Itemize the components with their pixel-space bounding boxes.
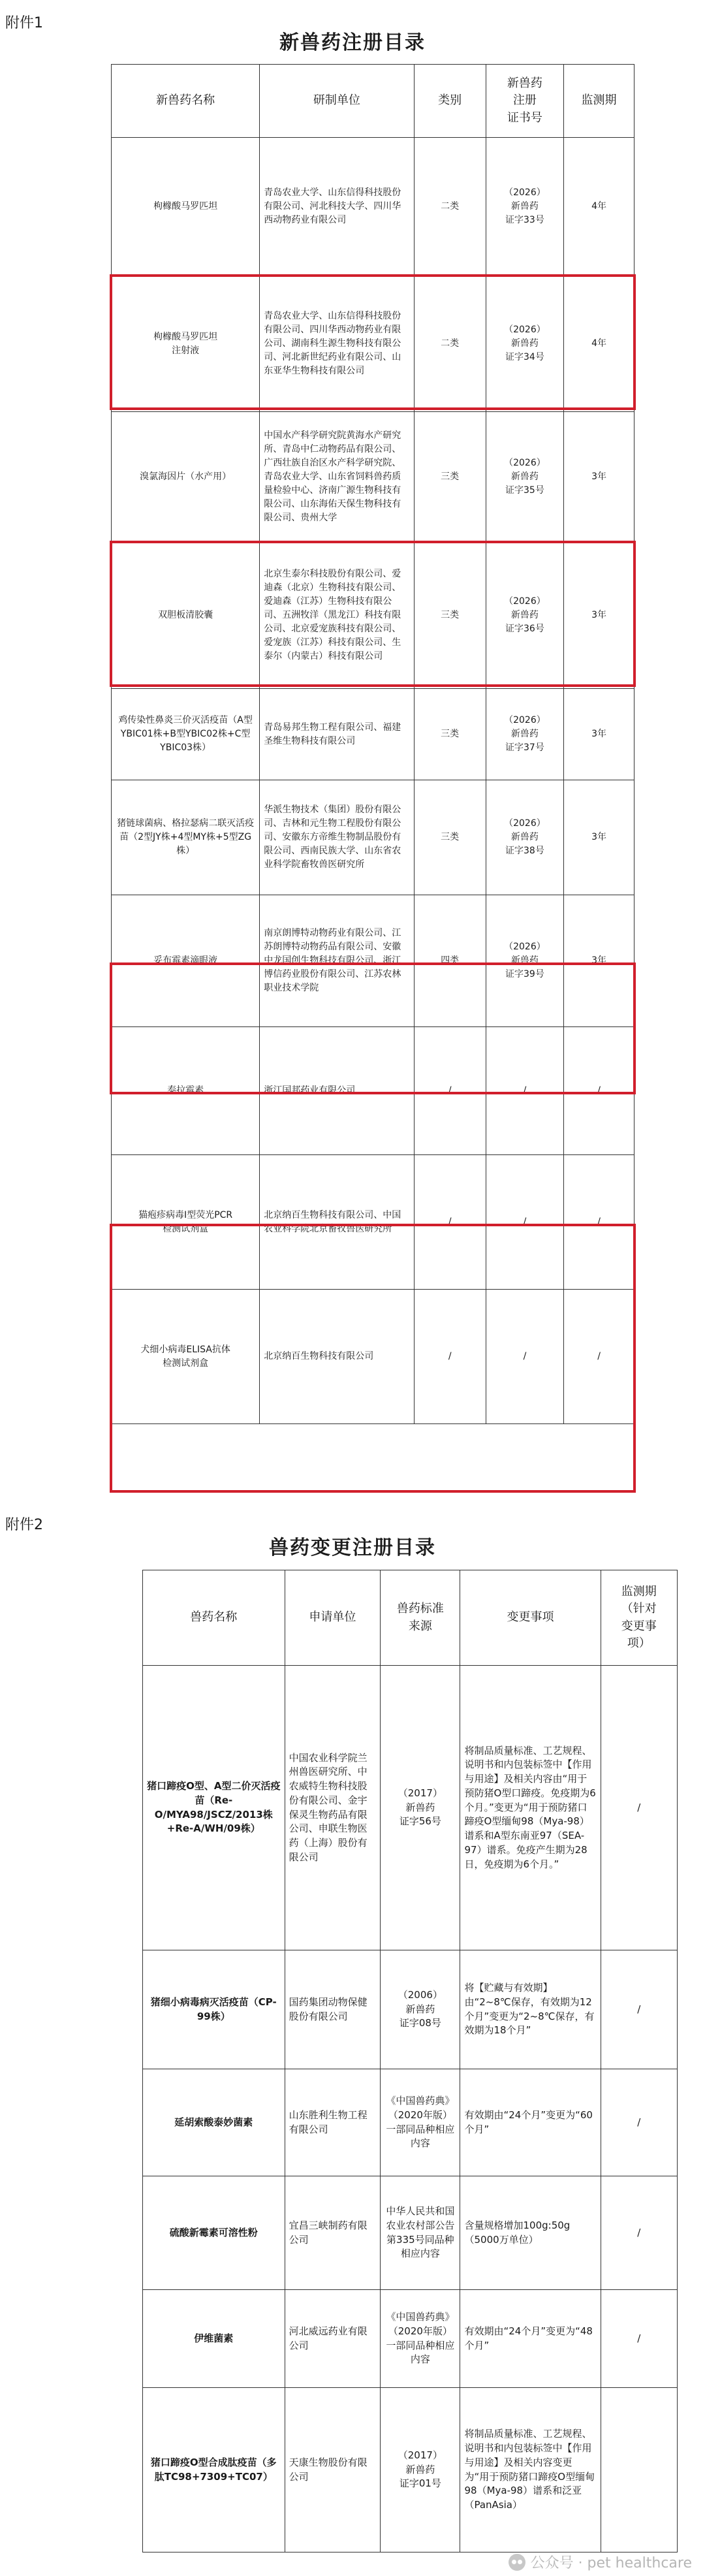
category-cell: 三类 [414, 689, 486, 780]
watermark-text: 公众号 · pet healthcare [530, 2555, 692, 2571]
drug-name-cell: 鸡传染性鼻炎三价灭活疫苗（A型YBIC01株+B型YBIC02株+C型YBIC03株） [112, 689, 260, 780]
applicant-cell: 天康生物股份有限公司 [285, 2388, 381, 2552]
drug-name-cell: 猪口蹄疫O型合成肽疫苗（多肽TC98+7309+TC07） [143, 2388, 285, 2552]
table-row [143, 2388, 678, 2552]
standard-source-cell: 《中国兽药典》（2020年版）一部同品种相应内容 [381, 2069, 460, 2176]
drug-name-cell: 枸橼酸马罗匹坦 [112, 138, 260, 276]
annex1-label: 附件1 [5, 15, 43, 31]
table-row [112, 543, 634, 689]
header-certificate: 新兽药 注册 证书号 [486, 65, 563, 138]
drug-change-registration-table [142, 1570, 678, 2552]
developer-cell: 北京纳百生物科技有限公司、中国农业科学院北京畜牧兽医研究所 [260, 1155, 414, 1290]
drug-name-cell: 双胆板清胶囊 [112, 543, 260, 689]
certificate-cell: （2026） 新兽药 证字38号 [486, 780, 563, 895]
drug-name-cell: 硫酸新霉素可溶性粉 [143, 2176, 285, 2290]
monitoring-period-cell: / [601, 1666, 677, 1950]
table-row [143, 2069, 678, 2176]
category-cell: 四类 [414, 895, 486, 1027]
monitoring-period-cell: 4年 [564, 276, 634, 412]
standard-source-cell: 《中国兽药典》（2020年版）一部同品种相应内容 [381, 2290, 460, 2388]
developer-cell: 青岛农业大学、山东信得科技股份有限公司、河北科技大学、四川华西动物药业有限公司 [260, 138, 414, 276]
certificate-cell: / [486, 1155, 563, 1290]
header-standard-source: 兽药标准 来源 [381, 1570, 460, 1666]
certificate-cell: （2026） 新兽药 证字39号 [486, 895, 563, 1027]
change-item-cell: 将制品质量标准、工艺规程、说明书和内包装标签中【作用与用途】及相关内容变更为“用于预防猪口蹄疫O型缅甸98（Mya-98）谱系和泛亚（PanAsia） [460, 2388, 601, 2552]
header-applicant: 申请单位 [285, 1570, 381, 1666]
standard-source-cell: （2006） 新兽药 证字08号 [381, 1950, 460, 2069]
certificate-cell: / [486, 1027, 563, 1155]
drug-name-cell: 猪口蹄疫O型、A型二价灭活疫苗（Re-O/MYA98/JSCZ/2013株+Re-A/WH/09株） [143, 1666, 285, 1950]
monitoring-period-cell: 3年 [564, 895, 634, 1027]
table-row [112, 1155, 634, 1290]
header-drug-name: 兽药名称 [143, 1570, 285, 1666]
standard-source-cell: （2017） 新兽药 证字01号 [381, 2388, 460, 2552]
monitoring-period-cell: / [601, 2290, 677, 2388]
monitoring-period-cell: 3年 [564, 689, 634, 780]
change-item-cell: 含量规格增加100g:50g（5000万单位） [460, 2176, 601, 2290]
header-drug-name: 新兽药名称 [112, 65, 260, 138]
table-row [143, 1666, 678, 1950]
certificate-cell: （2026） 新兽药 证字34号 [486, 276, 563, 412]
new-drug-registration-table [111, 64, 634, 1424]
monitoring-period-cell: 3年 [564, 543, 634, 689]
applicant-cell: 中国农业科学院兰州兽医研究所、中农威特生物科技股份有限公司、金宇保灵生物药品有限公司、申联生物医药（上海）股份有限公司 [285, 1666, 381, 1950]
category-cell: / [414, 1155, 486, 1290]
developer-cell: 浙江国邦药业有限公司 [260, 1027, 414, 1155]
table-row [112, 276, 634, 412]
applicant-cell: 河北威远药业有限公司 [285, 2290, 381, 2388]
category-cell: / [414, 1027, 486, 1155]
monitoring-period-cell: / [564, 1290, 634, 1424]
header-developer: 研制单位 [260, 65, 414, 138]
change-item-cell: 将【贮藏与有效期】由“2~8℃保存，有效期为12个月”变更为“2~8℃保存，有效期为18个月” [460, 1950, 601, 2069]
developer-cell: 青岛农业大学、山东信得科技股份有限公司、四川华西动物药业有限公司、湖南科生源生物科技有限公司、河北新世纪药业有限公司、山东亚华生物科技有限公司 [260, 276, 414, 412]
developer-cell: 中国水产科学研究院黄海水产研究所、青岛中仁动物药品有限公司、广西壮族自治区水产科学研究院、青岛农业大学、山东省饲料兽药质量检验中心、济南广源生物科技有限公司、山东海佑天保生物科技有限公司、贵州大学 [260, 412, 414, 543]
change-item-cell: 有效期由“24个月”变更为“60个月” [460, 2069, 601, 2176]
developer-cell: 北京纳百生物科技有限公司 [260, 1290, 414, 1424]
drug-name-cell: 猫疱疹病毒I型荧光PCR 检测试剂盒 [112, 1155, 260, 1290]
certificate-cell: （2026） 新兽药 证字35号 [486, 412, 563, 543]
annex2-title: 兽药变更注册目录 [269, 1536, 436, 1559]
change-item-cell: 将制品质量标准、工艺规程、说明书和内包装标签中【作用与用途】及相关内容由“用于预防猪O型口蹄疫。免疫期为6个月。”变更为“用于预防猪口蹄疫O型缅甸98（Mya-98）谱系和A型东南亚97（SEA-97）谱系。免疫产生期为28日，免疫期为6个月。” [460, 1666, 601, 1950]
category-cell: 二类 [414, 138, 486, 276]
table-header-row [112, 65, 634, 138]
monitoring-period-cell: / [564, 1155, 634, 1290]
standard-source-cell: （2017） 新兽药 证字56号 [381, 1666, 460, 1950]
annex1-title: 新兽药注册目录 [279, 31, 426, 54]
certificate-cell: / [486, 1290, 563, 1424]
applicant-cell: 山东胜利生物工程有限公司 [285, 2069, 381, 2176]
monitoring-period-cell: 3年 [564, 780, 634, 895]
table-row [112, 689, 634, 780]
monitoring-period-cell: / [601, 1950, 677, 2069]
drug-name-cell: 犬细小病毒ELISA抗体 检测试剂盒 [112, 1290, 260, 1424]
wechat-icon [509, 2554, 525, 2571]
header-monitoring-period: 监测期 （针对 变更事 项） [601, 1570, 677, 1666]
developer-cell: 北京生泰尔科技股份有限公司、爱迪森（北京）生物科技有限公司、爱迪森（江苏）生物科技有限公司、五洲牧洋（黑龙江）科技有限公司、北京爱宠族科技有限公司、爱宠族（江苏）科技有限公司、生泰尔（内蒙古）科技有限公司 [260, 543, 414, 689]
drug-name-cell: 猪细小病毒病灭活疫苗（CP-99株） [143, 1950, 285, 2069]
drug-name-cell: 泰拉霉素 [112, 1027, 260, 1155]
table-row [143, 2176, 678, 2290]
monitoring-period-cell [601, 2388, 677, 2552]
certificate-cell: （2026） 新兽药 证字33号 [486, 138, 563, 276]
category-cell: 三类 [414, 412, 486, 543]
category-cell: 二类 [414, 276, 486, 412]
monitoring-period-cell: / [601, 2176, 677, 2290]
applicant-cell: 宜昌三峡制药有限公司 [285, 2176, 381, 2290]
category-cell: 三类 [414, 780, 486, 895]
standard-source-cell: 中华人民共和国农业农村部公告第335号同品种相应内容 [381, 2176, 460, 2290]
category-cell: / [414, 1290, 486, 1424]
drug-name-cell: 枸橼酸马罗匹坦 注射液 [112, 276, 260, 412]
table-row [112, 1290, 634, 1424]
monitoring-period-cell: / [601, 2069, 677, 2176]
table-header-row [143, 1570, 678, 1666]
table-row [112, 1027, 634, 1155]
applicant-cell: 国药集团动物保健股份有限公司 [285, 1950, 381, 2069]
watermark [509, 2552, 692, 2572]
table-row [112, 895, 634, 1027]
developer-cell: 华派生物技术（集团）股份有限公司、吉林和元生物工程股份有限公司、安徽东方帝维生物制品股份有限公司、西南民族大学、山东省农业科学院畜牧兽医研究所 [260, 780, 414, 895]
table-row [143, 1950, 678, 2069]
change-item-cell: 有效期由“24个月”变更为“48个月” [460, 2290, 601, 2388]
table-row [112, 412, 634, 543]
category-cell: 三类 [414, 543, 486, 689]
certificate-cell: （2026） 新兽药 证字36号 [486, 543, 563, 689]
drug-name-cell: 妥布霉素滴眼液 [112, 895, 260, 1027]
monitoring-period-cell: 3年 [564, 412, 634, 543]
header-category: 类别 [414, 65, 486, 138]
annex2-label: 附件2 [5, 1517, 43, 1533]
drug-name-cell: 猪链球菌病、格拉瑟病二联灭活疫苗（2型JY株+4型MY株+5型ZG株） [112, 780, 260, 895]
table-row [112, 780, 634, 895]
header-change-item: 变更事项 [460, 1570, 601, 1666]
table-row [143, 2290, 678, 2388]
drug-name-cell: 延胡索酸泰妙菌素 [143, 2069, 285, 2176]
monitoring-period-cell: 4年 [564, 138, 634, 276]
monitoring-period-cell: / [564, 1027, 634, 1155]
table-row [112, 138, 634, 276]
developer-cell: 青岛易邦生物工程有限公司、福建圣维生物科技有限公司 [260, 689, 414, 780]
header-monitoring-period: 监测期 [564, 65, 634, 138]
drug-name-cell: 溴氯海因片（水产用） [112, 412, 260, 543]
drug-name-cell: 伊维菌素 [143, 2290, 285, 2388]
certificate-cell: （2026） 新兽药 证字37号 [486, 689, 563, 780]
developer-cell: 南京朗博特动物药业有限公司、江苏朗博特动物药品有限公司、安徽中龙国创生物科技有限公司、浙江博信药业股份有限公司、江苏农林职业技术学院 [260, 895, 414, 1027]
